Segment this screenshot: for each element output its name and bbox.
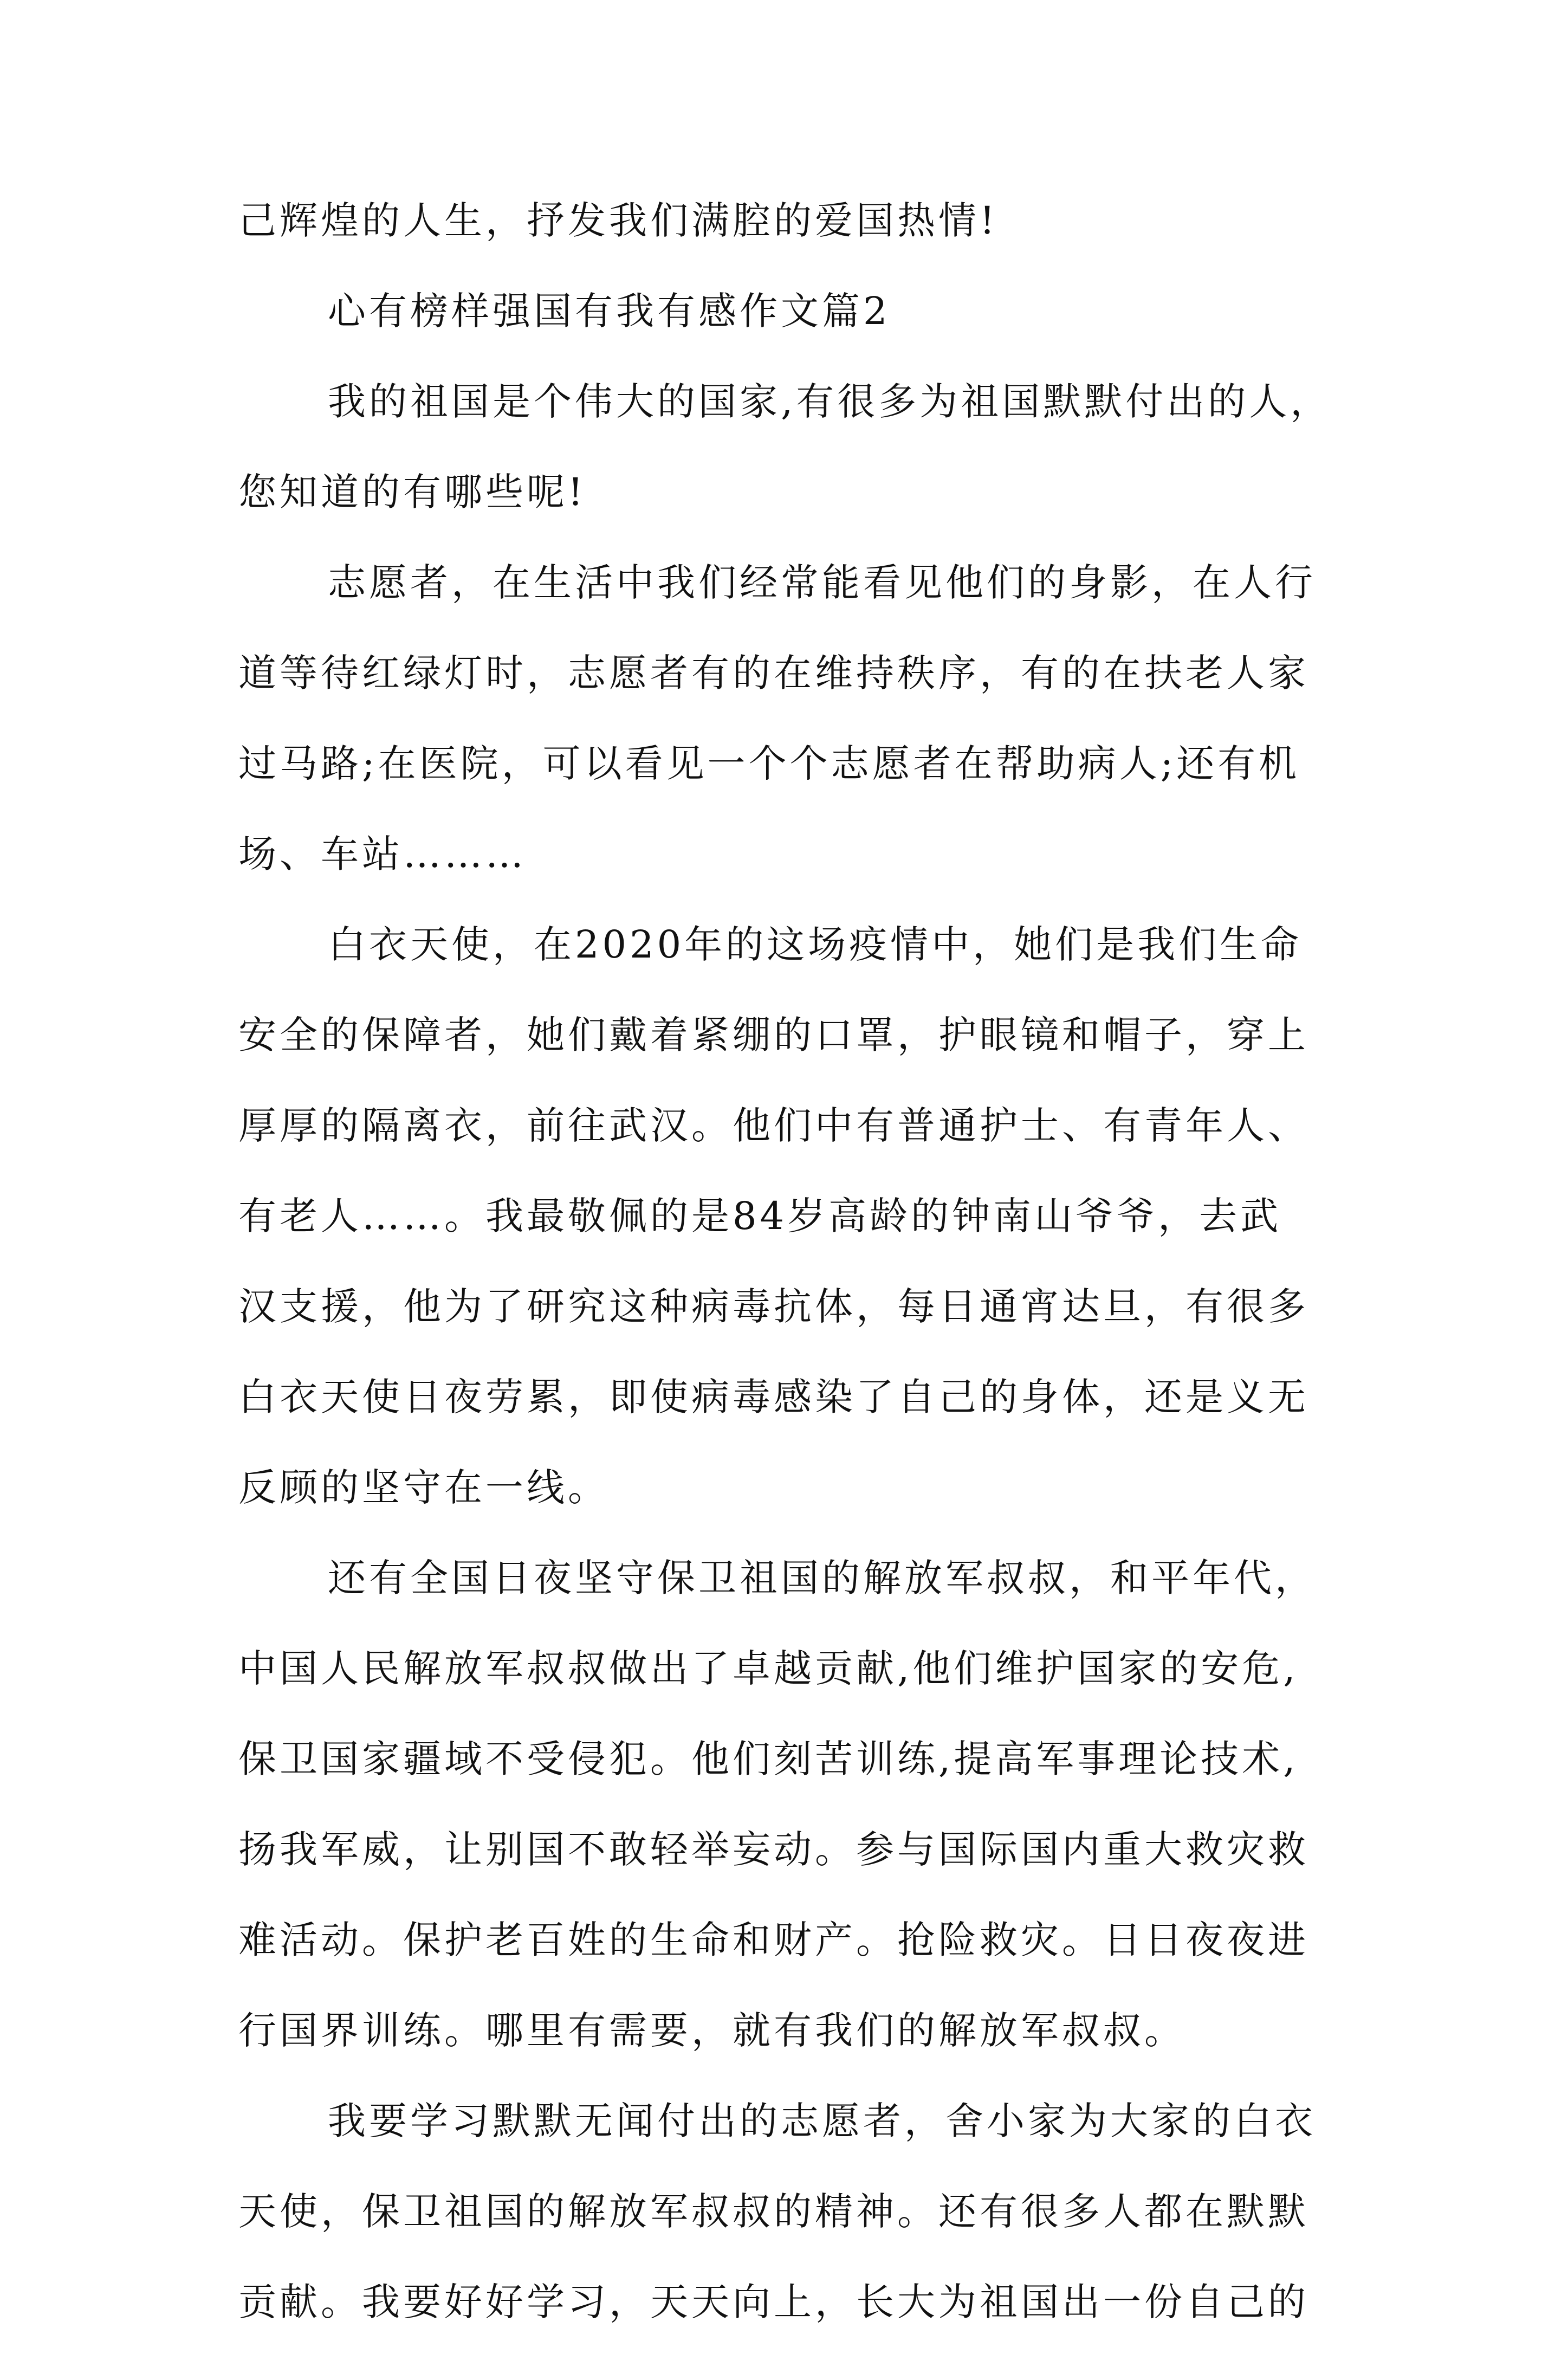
text-line-15: 反顾的坚守在一线。: [238, 1465, 609, 1510]
text-line-6: 道等待红绿灯时，志愿者有的在维持秩序，有的在扶老人家: [238, 651, 1309, 695]
text-line-20: 难活动。保护老百姓的生命和财产。抢险救灾。日日夜夜进: [238, 1918, 1309, 1962]
text-line-5: 志愿者，在生活中我们经常能看见他们的身影，在人行: [328, 560, 1316, 605]
text-line-8: 场、车站………: [238, 832, 527, 876]
text-line-3: 我的祖国是个伟大的国家,有很多为祖国默默付出的人，: [328, 379, 1332, 424]
text-line-22: 我要学习默默无闻付出的志愿者，舍小家为大家的白衣: [328, 2099, 1316, 2143]
text-line-18: 保卫国家疆域不受侵犯。他们刻苦训练,提高军事理论技术,: [238, 1737, 1299, 1781]
text-line-10: 安全的保障者，她们戴着紧绷的口罩，护眼镜和帽子，穿上: [238, 1013, 1309, 1057]
text-line-12: 有老人……。我最敬佩的是84岁高龄的钟南山爷爷，去武: [238, 1194, 1282, 1238]
text-line-16: 还有全国日夜坚守保卫祖国的解放军叔叔，和平年代，: [328, 1556, 1316, 1600]
text-line-24: 贡献。我要好好学习，天天向上，长大为祖国出一份自己的: [238, 2280, 1309, 2324]
text-line-17: 中国人民解放军叔叔做出了卓越贡献,他们维护国家的安危,: [238, 1646, 1299, 1691]
text-line-7: 过马路;在医院，可以看见一个个志愿者在帮助病人;还有机: [238, 741, 1300, 786]
essay-text: [238, 195, 1349, 2367]
section-heading: 心有榜样强国有我有感作文篇2: [328, 289, 891, 333]
text-line-19: 扬我军威，让别国不敢轻举妄动。参与国际国内重大救灾救: [238, 1827, 1309, 1872]
text-line-4: 您知道的有哪些呢!: [238, 470, 587, 514]
text-line-9: 白衣天使，在2020年的这场疫情中，她们是我们生命: [328, 922, 1303, 967]
text-line-13: 汉支援，他为了研究这种病毒抗体，每日通宵达旦，有很多: [238, 1284, 1309, 1329]
text-line-23: 天使，保卫祖国的解放军叔叔的精神。还有很多人都在默默: [238, 2189, 1309, 2234]
text-line-21: 行国界训练。哪里有需要，就有我们的解放军叔叔。: [238, 2008, 1185, 2053]
text-line-11: 厚厚的隔离衣，前往武汉。他们中有普通护士、有青年人、: [238, 1103, 1309, 1148]
text-line-1: 己辉煌的人生，抒发我们满腔的爱国热情!: [238, 198, 999, 243]
text-line-14: 白衣天使日夜劳累，即使病毒感染了自己的身体，还是义无: [238, 1375, 1309, 1419]
